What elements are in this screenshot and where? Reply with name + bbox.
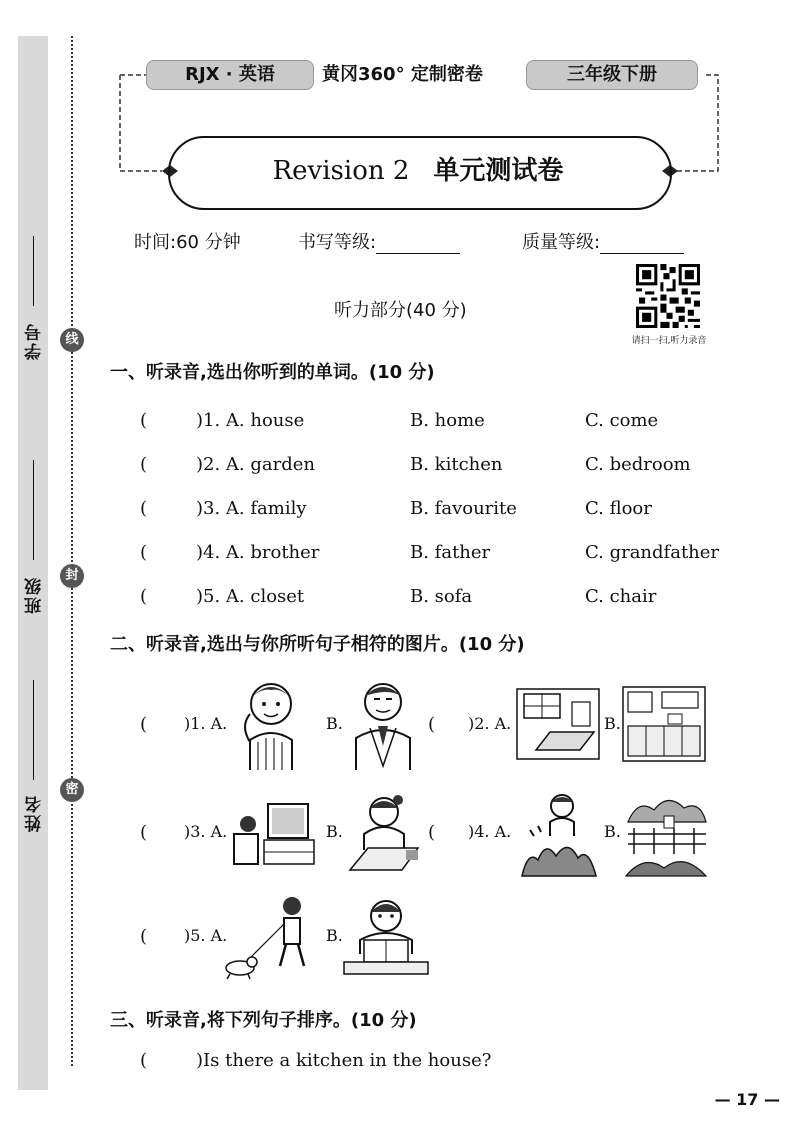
class-label: 班级 (25, 576, 45, 614)
title-chinese: 单元测试卷 (433, 156, 564, 186)
quality-grade-label: 质量等级: (522, 232, 601, 253)
kitchen-picture[interactable] (622, 686, 706, 762)
quality-grade-blank[interactable] (600, 235, 684, 254)
binding-dotted-line (71, 36, 73, 1066)
girl-reading-picture[interactable] (344, 790, 424, 874)
title-english: Revision 2 (272, 156, 410, 186)
question-5-b: B. sofa (410, 586, 473, 607)
boy-with-book-picture[interactable] (342, 896, 430, 978)
binding-strip (18, 36, 48, 1090)
qr-caption: 请扫一扫,听力录音 (631, 336, 707, 346)
garden-boy-picture[interactable] (518, 790, 598, 878)
section2-heading: 二、听录音,选出与你所听句子相符的图片。(10 分) (110, 634, 525, 655)
section3-heading: 三、听录音,将下列句子排序。(10 分) (110, 1010, 417, 1031)
answer-paren[interactable]: ( (428, 714, 436, 735)
answer-paren[interactable]: ( (140, 586, 148, 607)
question-2-a: )2. A. garden (196, 454, 315, 475)
question-1-c: C. come (585, 410, 659, 431)
grade-pill: 三年级下册 (526, 60, 698, 90)
boy-thinking-picture[interactable] (236, 676, 306, 772)
answer-paren[interactable]: ( (140, 926, 148, 947)
answer-paren[interactable]: ( (140, 1050, 148, 1071)
question-3-b: B. favourite (410, 498, 517, 519)
watching-tv-picture[interactable] (232, 800, 318, 870)
question-1-a: )1. A. house (196, 410, 305, 431)
student-id-label: 学号 (25, 322, 45, 360)
seal-line-mark: 线 (60, 328, 84, 352)
answer-paren[interactable]: ( (140, 410, 148, 431)
subject-pill: RJX · 英语 (146, 60, 314, 90)
answer-paren[interactable]: ( (140, 498, 148, 519)
backyard-picture[interactable] (624, 788, 708, 878)
question-3-c: C. floor (585, 498, 652, 519)
question-1-b: B. home (410, 410, 485, 431)
man-in-suit-picture[interactable] (348, 676, 418, 772)
question-4-b: B. father (410, 542, 491, 563)
listening-heading: 听力部分(40 分) (334, 300, 467, 321)
writing-grade-label: 书写等级: (298, 232, 377, 253)
question-5-c: C. chair (585, 586, 657, 607)
boy-walking-dog-picture[interactable] (218, 894, 318, 980)
name-line (33, 680, 34, 780)
seal-secret-mark: 密 (60, 778, 84, 802)
answer-paren[interactable]: ( (140, 454, 148, 475)
page-number: — 17 — (714, 1090, 780, 1109)
page-title (168, 150, 668, 187)
question-3-a: )3. A. family (196, 498, 307, 519)
seal-seal-mark: 封 (60, 564, 84, 588)
qr-code-icon[interactable] (636, 264, 700, 328)
section1-heading: 一、听录音,选出你听到的单词。(10 分) (110, 362, 435, 383)
question-2-3-label: )3. A. (184, 822, 228, 841)
answer-paren[interactable]: ( (140, 822, 148, 843)
bedroom-picture[interactable] (516, 688, 600, 760)
question-5-a: )5. A. closet (196, 586, 305, 607)
writing-grade-blank[interactable] (376, 235, 460, 254)
option-b-label: B. (326, 714, 343, 733)
answer-paren[interactable]: ( (140, 542, 148, 563)
name-label: 姓名 (25, 794, 45, 832)
option-b-label: B. (326, 822, 343, 841)
class-line (33, 460, 34, 560)
question-2-4-label: )4. A. (468, 822, 512, 841)
option-b-label: B. (604, 714, 621, 733)
answer-paren[interactable]: ( (428, 822, 436, 843)
section3-sentence-1: )Is there a kitchen in the house? (196, 1050, 492, 1071)
question-4-a: )4. A. brother (196, 542, 320, 563)
quality-grade-field (522, 228, 684, 254)
question-2-2-label: )2. A. (468, 714, 512, 733)
answer-paren[interactable]: ( (140, 714, 148, 735)
question-2-5-label: )5. A. (184, 926, 228, 945)
question-2-c: C. bedroom (585, 454, 691, 475)
student-id-line (33, 236, 34, 306)
series-title: 黄冈360° 定制密卷 (322, 64, 483, 85)
option-b-label: B. (604, 822, 621, 841)
option-b-label: B. (326, 926, 343, 945)
writing-grade-field (298, 228, 460, 254)
question-4-c: C. grandfather (585, 542, 720, 563)
time-limit: 时间:60 分钟 (134, 232, 241, 253)
question-2-1-label: )1. A. (184, 714, 228, 733)
question-2-b: B. kitchen (410, 454, 503, 475)
